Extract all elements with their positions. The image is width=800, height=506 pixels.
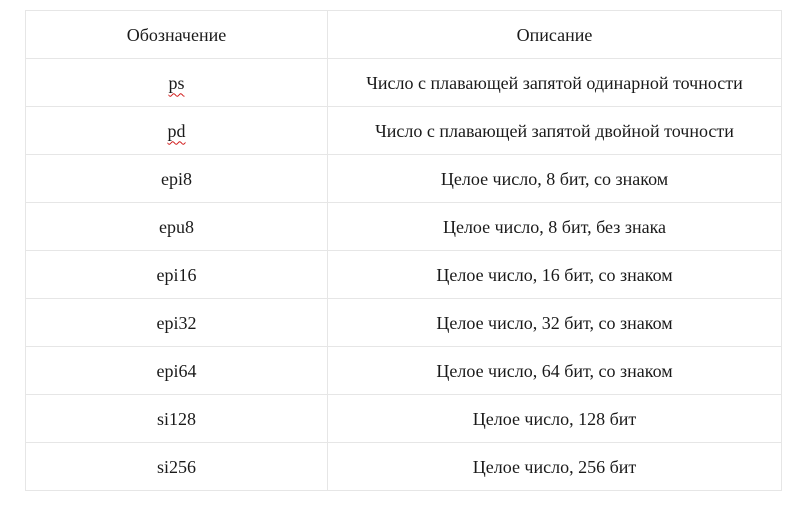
table-row [26,347,782,395]
cell-description: Целое число, 256 бит [328,443,782,491]
header-description: Описание [328,11,782,59]
cell-code: epi32 [26,299,328,347]
cell-description: Число с плавающей запятой одинарной точности [328,59,782,107]
cell-description: Число с плавающей запятой двойной точности [328,107,782,155]
cell-description: Целое число, 64 бит, со знаком [328,347,782,395]
table-header-row [26,11,782,59]
cell-description: Целое число, 8 бит, со знаком [328,155,782,203]
cell-description: Целое число, 32 бит, со знаком [328,299,782,347]
header-designation: Обозначение [26,11,328,59]
code-text: pd [167,120,186,141]
table-row [26,155,782,203]
table-row [26,107,782,155]
cell-code: epu8 [26,203,328,251]
table-row [26,299,782,347]
cell-code [26,107,328,155]
cell-code: epi16 [26,251,328,299]
cell-code: epi64 [26,347,328,395]
data-types-table [25,10,782,491]
cell-description: Целое число, 8 бит, без знака [328,203,782,251]
table-row [26,203,782,251]
table-row [26,395,782,443]
code-text: ps [168,72,185,93]
cell-code [26,59,328,107]
cell-description: Целое число, 16 бит, со знаком [328,251,782,299]
table-row [26,59,782,107]
cell-code: epi8 [26,155,328,203]
cell-code: si128 [26,395,328,443]
cell-description: Целое число, 128 бит [328,395,782,443]
table-row [26,251,782,299]
cell-code: si256 [26,443,328,491]
table-row [26,443,782,491]
